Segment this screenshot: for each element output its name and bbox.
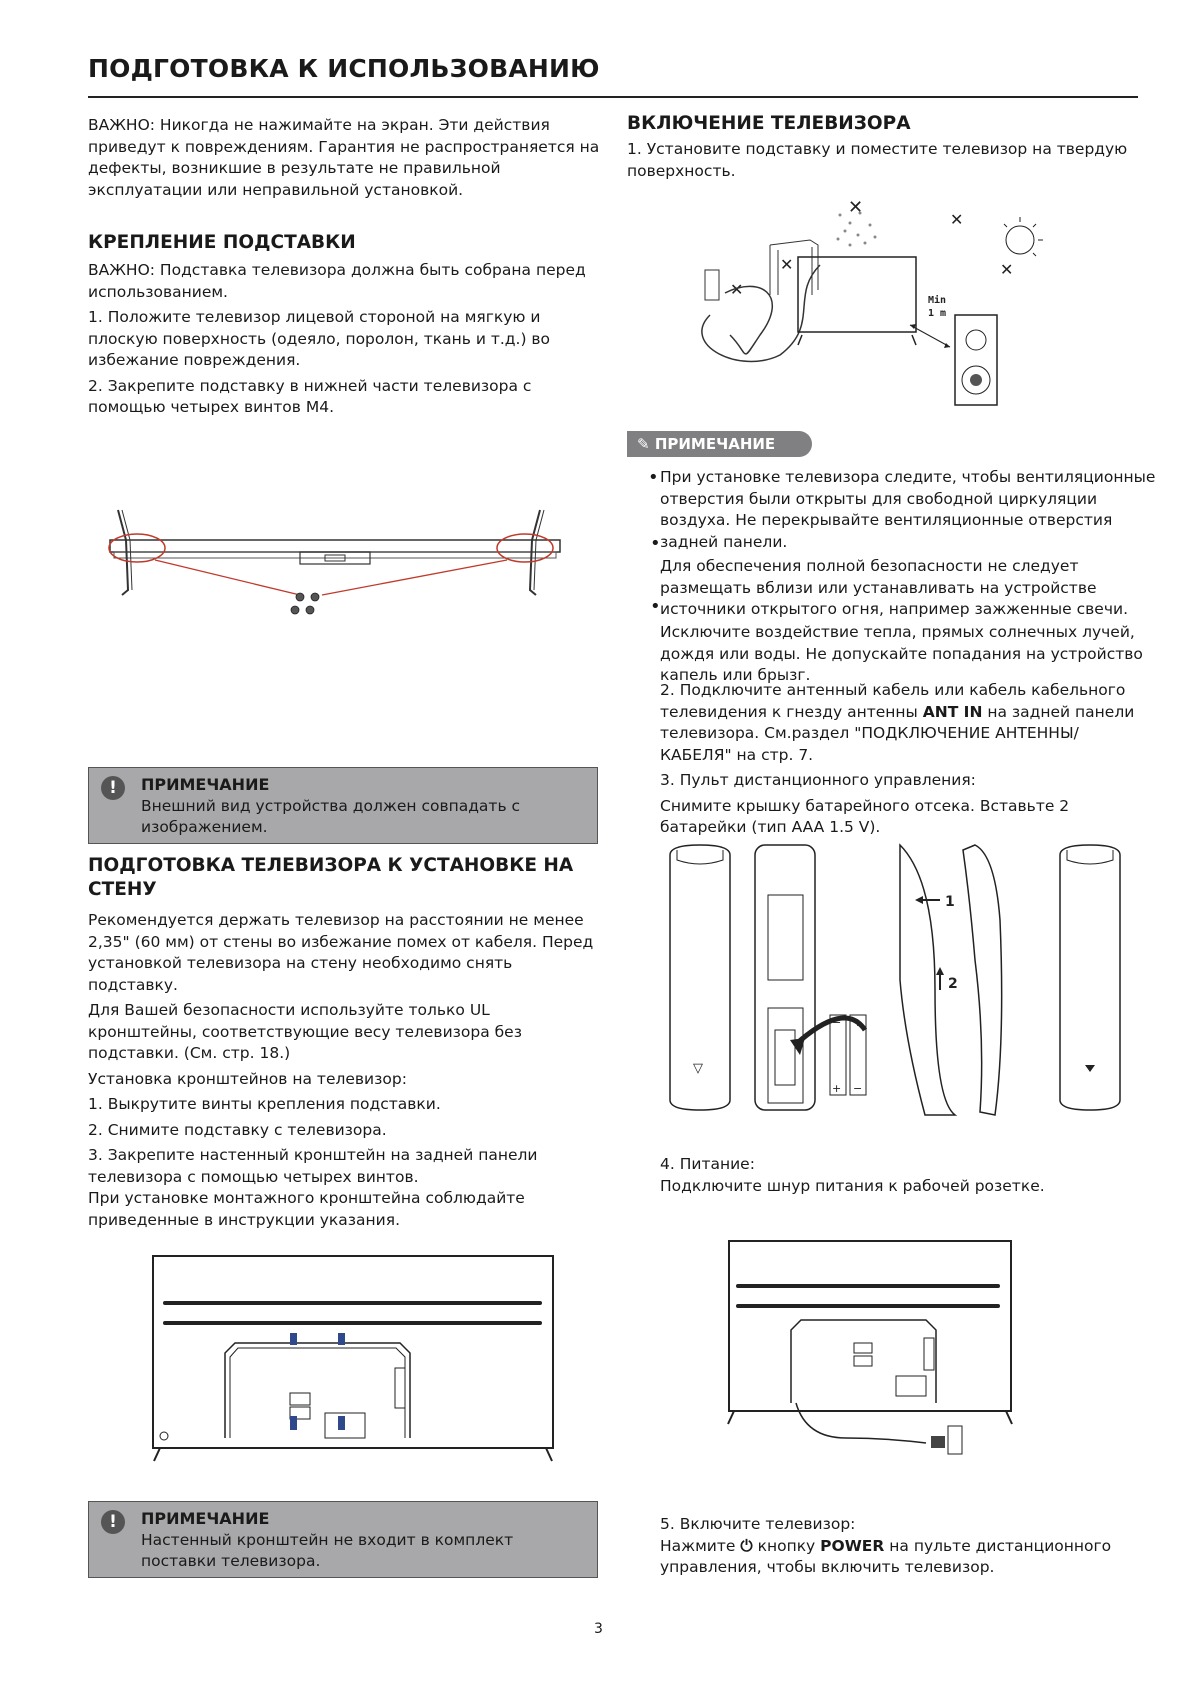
text-line: эксплуатации или неправильной установкой. <box>88 180 464 199</box>
important-paragraph <box>88 115 608 201</box>
note-line: Настенный кронштейн не входит в комплект <box>141 1531 514 1549</box>
tv-back-wall-illustration <box>150 1253 555 1463</box>
text-line: приведенные в инструкции указания. <box>88 1210 400 1229</box>
svg-text:✕: ✕ <box>730 280 744 299</box>
text-line: источники открытого огня, например зажженные свечи. <box>660 600 1128 618</box>
wall-heading <box>88 854 608 902</box>
text-line: подставки. (См. стр. 18.) <box>88 1044 291 1062</box>
text-line <box>660 1536 1180 1558</box>
text-line: подставку. <box>88 975 178 994</box>
note-bullet-1 <box>660 467 1160 553</box>
tv-power-illustration <box>726 1238 1036 1468</box>
text-line: Подключите шнур питания к рабочей розетке. <box>660 1176 1045 1195</box>
power-supply-step <box>660 1154 1180 1197</box>
text-line: 4. Питание: <box>660 1155 755 1173</box>
text-line: Установка кронштейнов на телевизор: <box>88 1069 407 1088</box>
note-bullet-2 <box>660 556 1160 621</box>
note-line: изображением. <box>141 818 268 836</box>
svg-text:✕: ✕ <box>1000 260 1014 279</box>
text-line: 1. Выкрутите винты крепления подставки. <box>88 1095 441 1113</box>
svg-text:▽: ▽ <box>693 1061 703 1076</box>
note-bullet-3 <box>660 622 1160 687</box>
exclamation-icon: ! <box>101 1510 125 1534</box>
text-line: телевизора с помощью четырех винтов. <box>88 1167 419 1186</box>
bullet-dot: • <box>648 467 659 488</box>
text-line: отверстия были открыты для свободной циркуляции <box>660 489 1098 508</box>
note-line: поставки телевизора. <box>141 1552 321 1570</box>
text-line: Рекомендуется держать телевизор на расстоянии не менее <box>88 911 584 929</box>
bullet-dot: • <box>650 596 661 617</box>
ant-in-label: ANT IN <box>922 702 983 721</box>
power-label: POWER <box>820 1536 885 1555</box>
text-line: дождя или воды. Не допускайте попадания на устройство <box>660 644 1143 663</box>
svg-text:+: + <box>832 1082 842 1095</box>
text-line: избежание повреждения. <box>88 351 301 369</box>
text-line: ВАЖНО: Никогда не нажимайте на экран. Эти действия <box>88 116 550 134</box>
svg-text:+: + <box>853 1016 863 1029</box>
page-number: 3 <box>594 1621 603 1637</box>
power-icon: ⏻ <box>740 1536 753 1555</box>
text-line: Исключите воздействие тепла, прямых солнечных лучей, <box>660 623 1135 641</box>
note-title: ПРИМЕЧАНИЕ <box>141 775 270 794</box>
text-line: поверхность. <box>627 161 736 180</box>
svg-text:✕: ✕ <box>950 210 964 229</box>
text-line: дефекты, возникшие в результате не правильной <box>88 159 501 177</box>
text-line: 1. Установите подставку и поместите телевизор на твердую <box>627 140 1128 158</box>
note-box-appearance <box>88 767 598 844</box>
text-line: 1. Положите телевизор лицевой стороной на мягкую и <box>88 308 541 326</box>
note-line: Внешний вид устройства должен совпадать с <box>141 797 521 815</box>
text-line: При установке монтажного кронштейна соблюдайте <box>88 1189 525 1207</box>
text-line: задней панели. <box>660 532 788 551</box>
text-fragment: кнопку <box>752 1536 821 1555</box>
text-line: 3. Пульт дистанционного управления: <box>660 771 976 789</box>
text-line: 2. Снимите подставку с телевизора. <box>88 1120 387 1139</box>
note-box-bracket <box>88 1501 598 1578</box>
note-title: ПРИМЕЧАНИЕ <box>141 1509 270 1528</box>
text-line: капель или брызг. <box>660 666 811 684</box>
text-line: батарейки (тип AAA 1.5 V). <box>660 818 881 836</box>
text-line: воздуха. Не перекрывайте вентиляционные отверстия <box>660 511 1113 529</box>
text-line: телевизора. См.раздел "ПОДКЛЮЧЕНИЕ АНТЕННЫ/ <box>660 724 1079 742</box>
text-fragment: на пульте дистанционного <box>884 1536 1112 1555</box>
text-line: Для обеспечения полной безопасности не следует <box>660 557 1079 575</box>
svg-text:✕: ✕ <box>780 255 794 274</box>
power-heading: ВКЛЮЧЕНИЕ ТЕЛЕВИЗОРА <box>627 113 911 134</box>
text-line: 2,35" (60 мм) от стены во избежание помех от кабеля. Перед <box>88 932 594 951</box>
text-line: управления, чтобы включить телевизор. <box>660 1558 995 1576</box>
tv-placement-illustration <box>700 195 1100 415</box>
bullet-dot: • <box>650 533 661 554</box>
text-line: Снимите крышку батарейного отсека. Вставьте 2 <box>660 796 1070 815</box>
text-line: 2. Подключите антенный кабель или кабель кабельного <box>660 681 1126 699</box>
svg-text:−: − <box>832 1016 842 1029</box>
text-line: 3. Закрепите настенный кронштейн на задней панели <box>88 1146 538 1164</box>
remote-step-label-1: 1 <box>945 894 955 910</box>
stand-text <box>88 260 608 423</box>
note-pill-label: ПРИМЕЧАНИЕ <box>654 435 776 453</box>
paperclip-icon: ✎ <box>637 435 650 453</box>
text-line: кронштейны, соответствующие весу телевизора без <box>88 1022 522 1041</box>
distance-label: 1 m <box>928 308 947 319</box>
remote-battery-illustration <box>665 840 1135 1120</box>
svg-text:✕: ✕ <box>848 197 864 218</box>
text-line <box>660 702 1180 724</box>
text-line: плоскую поверхность (одеяло, поролон, ткань и т.д.) во <box>88 329 551 348</box>
text-line: 5. Включите телевизор: <box>660 1515 856 1533</box>
text-line: использованием. <box>88 282 228 301</box>
text-line: помощью четырех винтов M4. <box>88 398 335 416</box>
text-line: ВАЖНО: Подставка телевизора должна быть собрана перед <box>88 261 586 279</box>
exclamation-icon: ! <box>101 776 125 800</box>
text-line: При установке телевизора следите, чтобы вентиляционные <box>660 468 1156 486</box>
power-step1 <box>627 139 1147 182</box>
wall-text <box>88 910 608 1231</box>
min-label: Min <box>928 295 947 306</box>
text-line: КАБЕЛЯ" на стр. 7. <box>660 745 814 764</box>
text-fragment: на задней панели <box>982 702 1135 721</box>
text-line: установкой телевизора на стену необходимо снять <box>88 954 513 972</box>
stand-heading: КРЕПЛЕНИЕ ПОДСТАВКИ <box>88 232 356 253</box>
power-on-step <box>660 1514 1180 1579</box>
text-fragment: телевидения к гнезду антенны <box>660 702 923 721</box>
title-rule <box>88 96 1138 98</box>
stand-attach-illustration <box>100 500 570 630</box>
text-line: Для Вашей безопасности используйте только UL <box>88 1001 490 1019</box>
text-fragment: Нажмите <box>660 1536 741 1555</box>
heading-line: ПОДГОТОВКА ТЕЛЕВИЗОРА К УСТАНОВКЕ НА <box>88 855 574 876</box>
remote-step-label-2: 2 <box>948 976 958 992</box>
page-title: ПОДГОТОВКА К ИСПОЛЬЗОВАНИЮ <box>88 54 600 83</box>
text-line: 2. Закрепите подставку в нижней части телевизора с <box>88 376 532 395</box>
svg-text:−: − <box>853 1082 863 1095</box>
remote-step <box>660 770 1180 839</box>
note-pill <box>627 431 812 457</box>
text-line: размещать вблизи или устанавливать на устройстве <box>660 578 1097 597</box>
text-line: приведут к повреждениям. Гарантия не распространяется на <box>88 137 600 156</box>
heading-line: СТЕНУ <box>88 879 157 900</box>
antenna-step <box>660 680 1180 766</box>
